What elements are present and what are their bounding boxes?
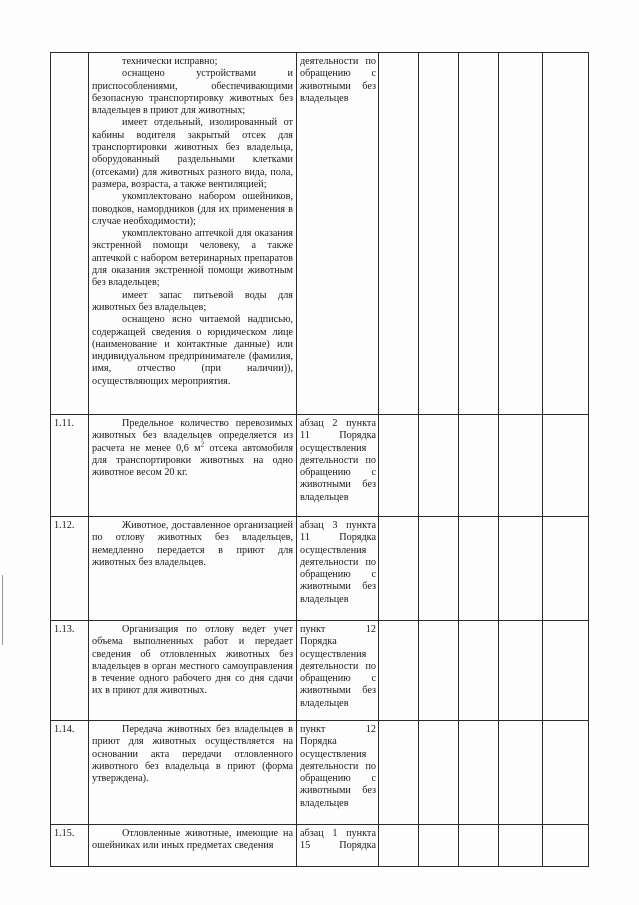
table-row	[51, 517, 589, 621]
paragraph: Организация по отлову ведет учет объема выполненных работ и передает сведения об отловленных животных без владельцев в орган местного самоуправления в течение одного рабочего дня со дня сдачи их в приют для животных.	[92, 624, 293, 697]
row-number: 1.14.	[51, 721, 89, 825]
row-number: 1.13.	[51, 621, 89, 721]
table-row	[51, 621, 589, 721]
table-row	[51, 721, 589, 825]
requirement-text	[89, 53, 297, 415]
answer-cell[interactable]	[543, 621, 589, 721]
reference-line: владельцев	[300, 697, 349, 709]
answer-cell[interactable]	[419, 415, 459, 517]
paragraph: укомплектовано набором ошейников, поводков, намордников (для их применения в случае необходимости);	[92, 191, 293, 227]
requirements-table	[50, 52, 589, 867]
answer-cell[interactable]	[543, 825, 589, 867]
answer-cell[interactable]	[499, 825, 543, 867]
reference-line: 11 Порядка	[300, 430, 376, 442]
paragraph: оснащено устройствами и приспособлениями, обеспечивающими безопасную транспортировку животных без владельцев в приют для животных;	[92, 68, 293, 117]
reference-line: владельцев	[300, 491, 349, 503]
table-row	[51, 415, 589, 517]
answer-cell[interactable]	[499, 53, 543, 415]
table-row	[51, 825, 589, 867]
answer-cell[interactable]	[419, 825, 459, 867]
answer-cell[interactable]	[419, 721, 459, 825]
reference-line: животными без	[300, 785, 376, 797]
row-number	[51, 53, 89, 415]
answer-cell[interactable]	[499, 415, 543, 517]
reference-line: обращению с	[300, 569, 376, 581]
reference-line: деятельности по	[300, 56, 376, 67]
reference-line: осуществления	[300, 648, 367, 660]
reference-line: абзац 2 пункта	[300, 418, 376, 429]
scan-edge-mark	[2, 575, 3, 645]
table-row	[51, 53, 589, 415]
reference-line: животными без	[300, 581, 376, 593]
answer-cell[interactable]	[459, 825, 499, 867]
reference-line: животными без	[300, 685, 376, 697]
reference-line: владельцев	[300, 593, 349, 605]
answer-cell[interactable]	[379, 621, 419, 721]
legal-reference	[297, 53, 379, 415]
paragraph: имеет отдельный, изолированный от кабины водителя закрытый отсек для транспортировки животных без владельца, оборудованный раздельными клетками (отсеками) для животных разного вида, пола, размера, возраста, а также вентиляцией;	[92, 117, 293, 190]
row-number: 1.11.	[51, 415, 89, 517]
answer-cell[interactable]	[459, 53, 499, 415]
reference-line: животными без	[300, 80, 376, 92]
requirement-text	[89, 517, 297, 621]
requirement-text	[89, 825, 297, 867]
legal-reference	[297, 721, 379, 825]
paragraph: Животное, доставленное организацией по отлову животных без владельцев, немедленно передается в приют для животных без владельцев.	[92, 520, 293, 568]
paragraph: Предельное количество перевозимых животных без владельцев определяется из расчета не менее 0,6 $м^2$ отсека автомобиля для транспортировки животных на одно животное весом 20 кг.	[92, 418, 294, 479]
answer-cell[interactable]	[543, 721, 589, 825]
reference-line: Порядка	[300, 736, 337, 748]
reference-line: обращению с	[300, 467, 376, 479]
requirement-text	[89, 621, 297, 721]
reference-line: владельцев	[300, 797, 349, 809]
reference-line: деятельности по	[300, 660, 376, 672]
table-body	[51, 53, 589, 867]
row-number: 1.12.	[51, 517, 89, 621]
answer-cell[interactable]	[419, 621, 459, 721]
reference-line: осуществления	[300, 544, 367, 556]
reference-line: пункт 12	[300, 624, 376, 635]
reference-line: Порядка	[300, 636, 337, 648]
row-number: 1.15.	[51, 825, 89, 867]
paragraph: Передача животных без владельцев в приют для животных осуществляется на основании акта передачи отловленного животного без владельца в приют (форма утверждена).	[92, 724, 293, 785]
legal-reference	[297, 825, 379, 867]
reference-line: абзац 3 пункта	[300, 520, 376, 531]
reference-line: обращению с	[300, 773, 376, 785]
answer-cell[interactable]	[379, 517, 419, 621]
reference-line: деятельности по	[300, 760, 376, 772]
answer-cell[interactable]	[459, 517, 499, 621]
answer-cell[interactable]	[499, 621, 543, 721]
reference-line: абзац 1 пункта	[300, 828, 376, 839]
reference-line: пункт 12	[300, 724, 376, 735]
reference-line: животными без	[300, 479, 376, 491]
requirement-text	[89, 721, 297, 825]
answer-cell[interactable]	[379, 53, 419, 415]
answer-cell[interactable]	[459, 621, 499, 721]
answer-cell[interactable]	[379, 825, 419, 867]
paragraph: технически исправно;	[122, 56, 218, 67]
answer-cell[interactable]	[459, 721, 499, 825]
reference-line: 15 Порядка	[300, 840, 376, 852]
answer-cell[interactable]	[459, 415, 499, 517]
requirement-text	[89, 415, 297, 517]
legal-reference	[297, 621, 379, 721]
paragraph: оснащено ясно читаемой надписью, содержащей сведения о юридическом лице (наименование и контактные данные) или индивидуальном предпринимателе (фамилия, имя, отчество (при наличии)), осуществляющих мероприятия.	[92, 314, 293, 387]
reference-line: обращению с	[300, 673, 376, 685]
paragraph: Отловленные животные, имеющие на ошейниках или иных предметах сведения	[92, 828, 293, 852]
answer-cell[interactable]	[543, 415, 589, 517]
answer-cell[interactable]	[499, 517, 543, 621]
answer-cell[interactable]	[499, 721, 543, 825]
paragraph: укомплектовано аптечкой для оказания экстренной помощи человеку, а также аптечкой с набором ветеринарных препаратов для оказания экстренной помощи животным без владельцев;	[92, 228, 293, 289]
reference-line: владельцев	[300, 92, 349, 104]
answer-cell[interactable]	[379, 415, 419, 517]
reference-line: осуществления	[300, 442, 367, 454]
reference-line: деятельности по	[300, 556, 376, 568]
reference-line: деятельности по	[300, 454, 376, 466]
answer-cell[interactable]	[379, 721, 419, 825]
paragraph: имеет запас питьевой воды для животных без владельцев;	[92, 289, 293, 313]
answer-cell[interactable]	[419, 517, 459, 621]
reference-line: обращению с	[300, 68, 376, 80]
reference-line: 11 Порядка	[300, 532, 376, 544]
legal-reference	[297, 517, 379, 621]
answer-cell[interactable]	[543, 53, 589, 415]
reference-line: осуществления	[300, 748, 367, 760]
answer-cell[interactable]	[543, 517, 589, 621]
answer-cell[interactable]	[419, 53, 459, 415]
legal-reference	[297, 415, 379, 517]
